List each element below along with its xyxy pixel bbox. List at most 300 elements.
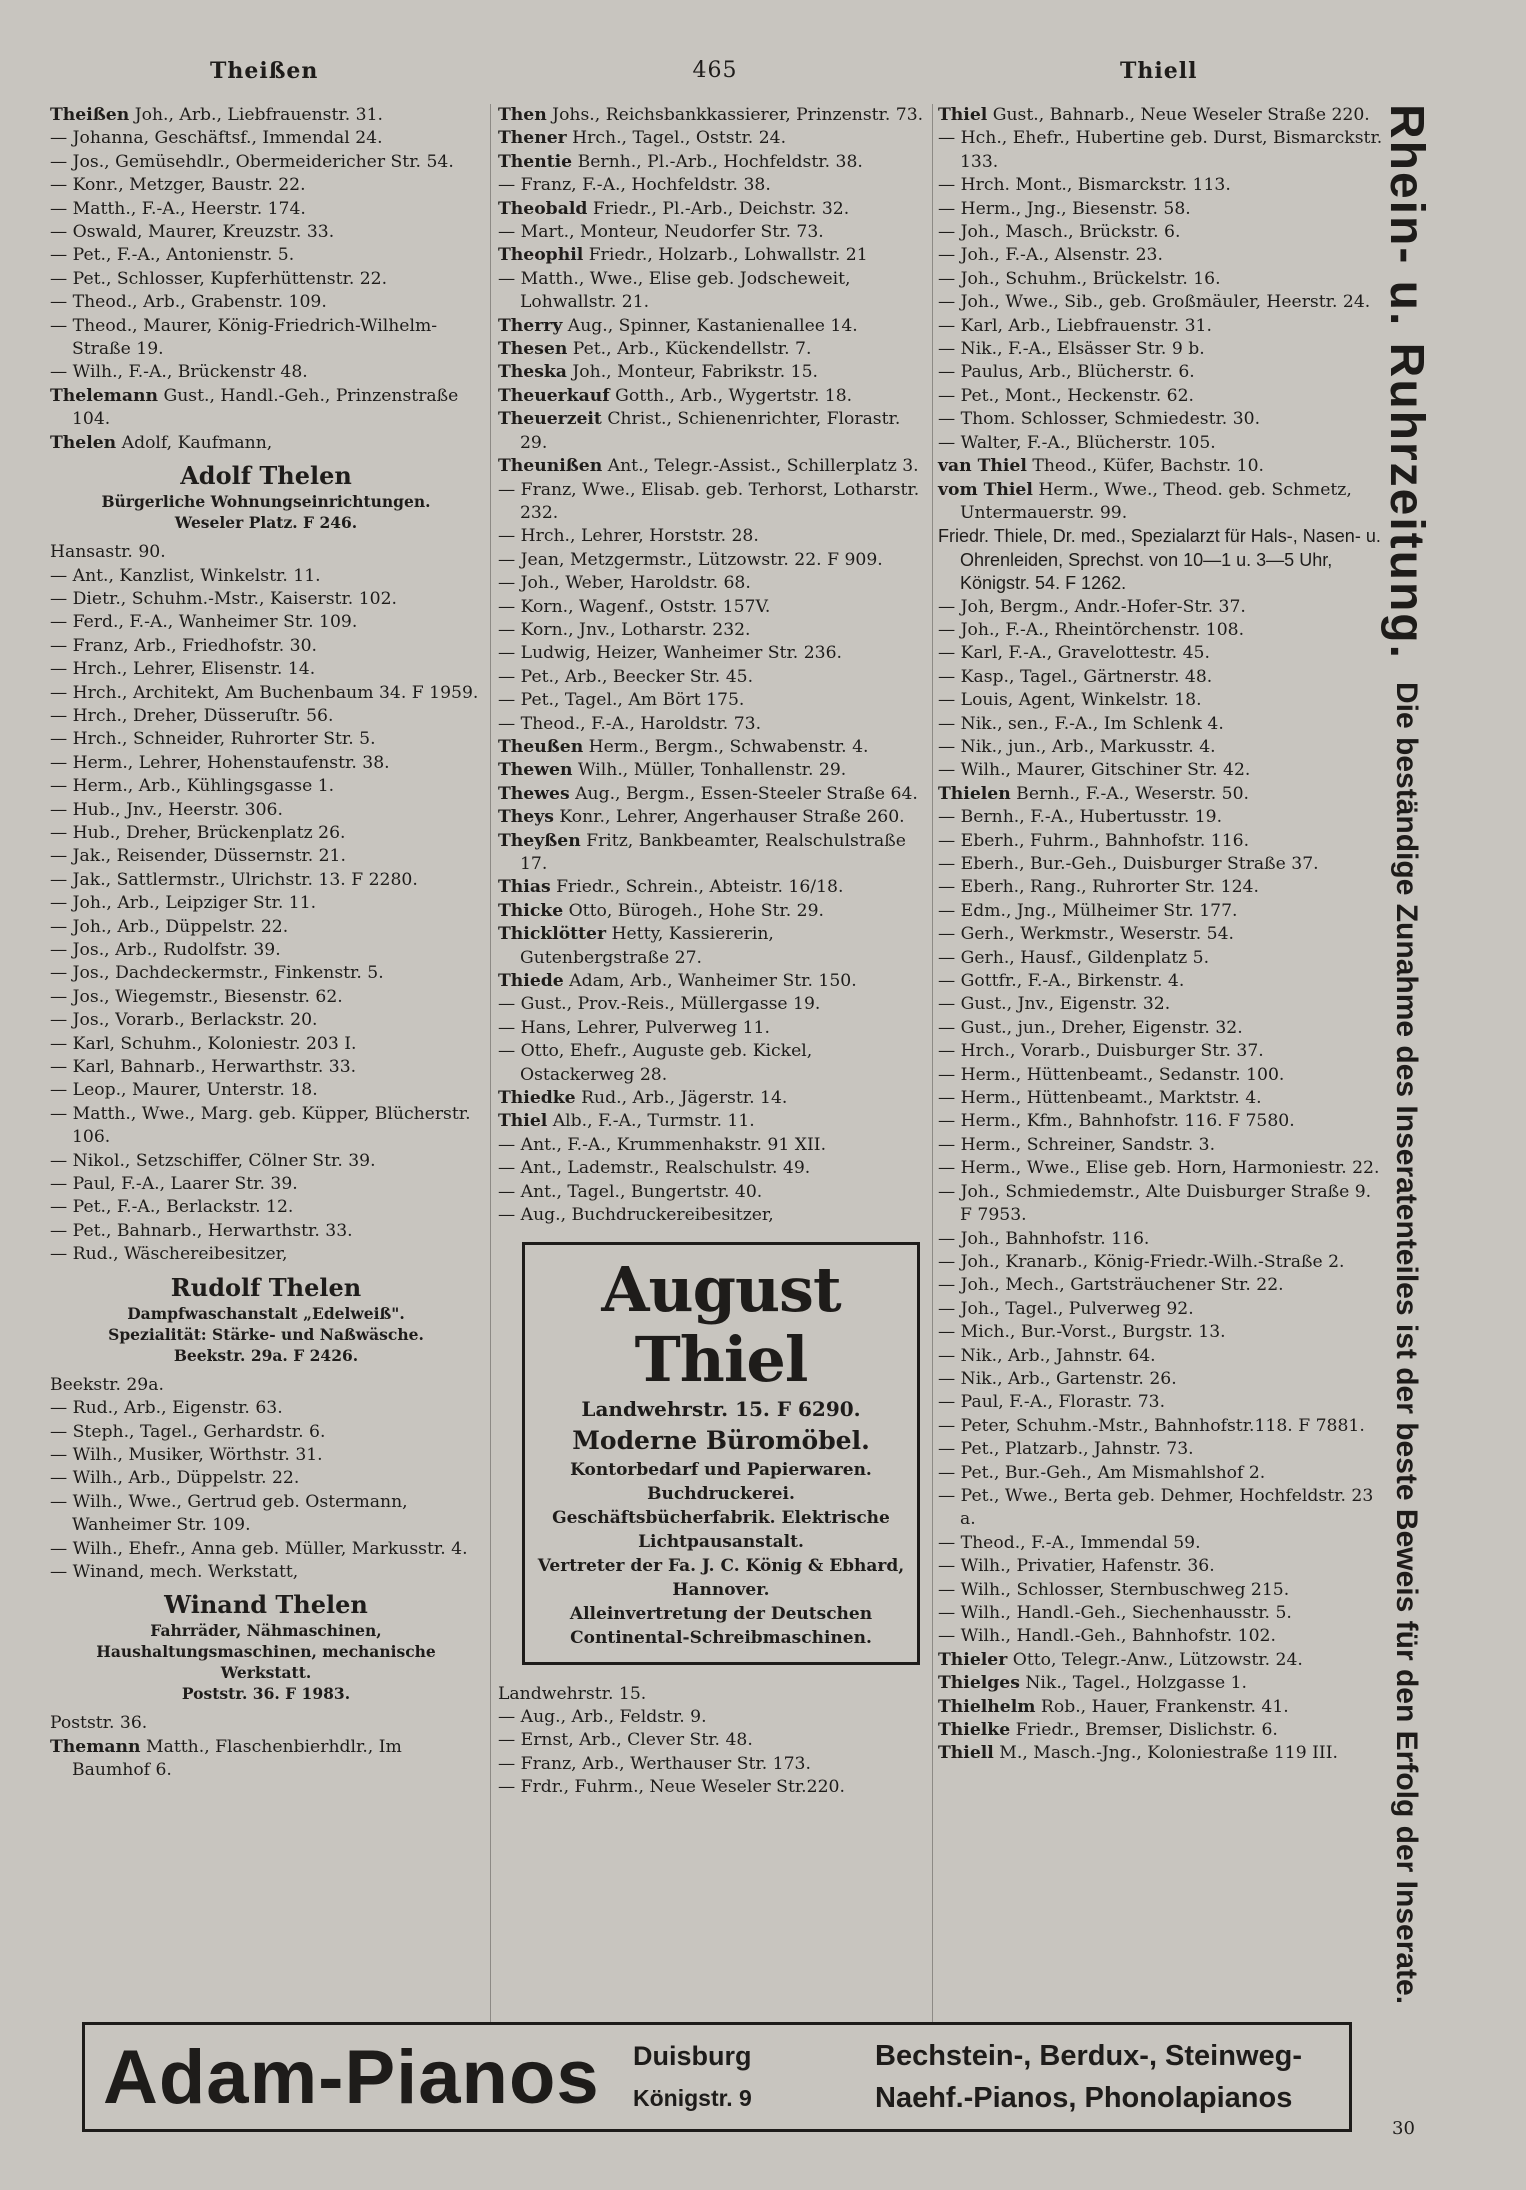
entry-details: — Franz, Arb., Werthauser Str. 173. — [498, 1753, 811, 1774]
directory-entry — [498, 1204, 928, 1227]
entry-details: — Karl, Arb., Liebfrauenstr. 31. — [938, 315, 1212, 336]
entry-details: — Joh., Tagel., Pulverweg 92. — [938, 1298, 1194, 1319]
entry-details: — Wilh., Musiker, Wörthstr. 31. — [50, 1444, 323, 1465]
directory-entry — [498, 1683, 928, 1706]
directory-entry — [498, 338, 928, 361]
directory-entry — [50, 291, 482, 314]
entry-details: — Hch., Ehefr., Hubertine geb. Durst, Bismarckstr. 133. — [938, 128, 1383, 172]
entry-details: — Rud., Wäschereibesitzer, — [50, 1244, 288, 1265]
directory-entry — [938, 1274, 1386, 1297]
directory-entry — [498, 127, 928, 150]
entry-details: — Eberh., Fuhrm., Bahnhofstr. 116. — [938, 830, 1250, 851]
entry-details: — Joh., Wwe., Sib., geb. Großmäuler, Heerstr. 24. — [938, 292, 1371, 313]
entry-details: — Ant., F.-A., Krummenhakstr. 91 XII. — [498, 1134, 827, 1155]
entry-details: Fritz, Bankbeamter, Realschulstraße 17. — [520, 830, 906, 874]
entry-details: — Matth., Wwe., Marg. geb. Küpper, Blücherstr. 106. — [50, 1103, 471, 1148]
directory-entry — [498, 713, 928, 736]
directory-entry — [498, 549, 928, 572]
ad-line: Naehf.-Pianos, Phonolapianos — [875, 2082, 1293, 2114]
entry-surname: Thielhelm — [938, 1696, 1036, 1717]
directory-entry — [938, 1064, 1386, 1087]
directory-entry — [498, 642, 928, 665]
directory-entry — [50, 315, 482, 362]
entry-details: — Ferd., F.-A., Wanheimer Str. 109. — [50, 612, 358, 633]
ad-line: Poststr. 36. F 1983. — [181, 1684, 351, 1704]
entry-details: — Karl, Bahnarb., Herwarthstr. 33. — [50, 1057, 357, 1078]
ad-line: Buchdruckerei. — [647, 1483, 795, 1504]
entry-details: — Franz, Wwe., Elisab. geb. Terhorst, Lotharstr. 232. — [498, 479, 920, 523]
entry-details: — Joh., Bahnhofstr. 116. — [938, 1228, 1150, 1249]
entry-details: Gust., Bahnarb., Neue Weseler Straße 220. — [987, 105, 1370, 125]
sheet-number: 30 — [1392, 2118, 1415, 2139]
entry-details: — Gottfr., F.-A., Birkenstr. 4. — [938, 971, 1185, 992]
entry-surname: Thielen — [938, 783, 1011, 804]
entry-details: Matth., Flaschenbierhdlr., Im Baumhof 6. — [72, 1736, 402, 1781]
running-head-right: Thiell — [1120, 58, 1198, 84]
entry-details: — Nik., Arb., Gartenstr. 26. — [938, 1368, 1177, 1389]
entry-surname: Therry — [498, 315, 563, 336]
directory-entry — [50, 198, 482, 221]
entry-surname: Thewen — [498, 760, 573, 781]
directory-entry — [50, 986, 482, 1009]
entry-details: — Gust., Prov.-Reis., Müllergasse 19. — [498, 994, 821, 1015]
directory-entry — [498, 151, 928, 174]
entry-details: — Joh., Arb., Düppelstr. 22. — [50, 916, 289, 937]
entry-surname: Theobald — [498, 198, 588, 219]
directory-entry — [498, 198, 928, 221]
entry-surname: Theißen — [50, 105, 130, 125]
entry-details: — Mich., Bur.-Vorst., Burgstr. 13. — [938, 1322, 1226, 1343]
entry-details: — Dietr., Schuhm.-Mstr., Kaiserstr. 102. — [50, 588, 397, 609]
entry-details: — Ant., Lademstr., Realschulstr. 49. — [498, 1158, 811, 1179]
ad-august-thiel — [522, 1242, 920, 1665]
ad-headline: Moderne Büromöbel. — [572, 1425, 870, 1455]
column-2 — [498, 104, 928, 1800]
entry-surname: Theys — [498, 807, 554, 828]
directory-entry — [938, 1181, 1386, 1228]
ad-line: Kontorbedarf und Papierwaren. — [570, 1459, 872, 1480]
entry-details: — Wilh., F.-A., Brückenstr 48. — [50, 362, 308, 383]
directory-entry — [498, 221, 928, 244]
directory-entry — [498, 408, 928, 455]
directory-entry — [498, 244, 928, 267]
entry-surname: Thiede — [498, 971, 564, 992]
directory-entry — [50, 1491, 482, 1538]
entry-surname: Thentie — [498, 151, 573, 172]
directory-entry — [50, 682, 482, 705]
directory-entry — [938, 1696, 1386, 1719]
entry-details: — Hrch., Vorarb., Duisburger Str. 37. — [938, 1041, 1264, 1062]
running-head-left: Theißen — [210, 58, 319, 84]
entry-surname: Thiell — [938, 1743, 994, 1764]
entry-details: — Ludwig, Heizer, Wanheimer Str. 236. — [498, 643, 842, 664]
entry-details: — Joh., Arb., Leipziger Str. 11. — [50, 893, 317, 914]
entry-details: — Gerh., Werkmstr., Weserstr. 54. — [938, 924, 1234, 945]
entry-surname: Theska — [498, 362, 567, 383]
entry-details: — Joh., Mech., Gartsträuchener Str. 22. — [938, 1275, 1284, 1296]
directory-entry — [938, 198, 1386, 221]
directory-entry — [938, 1134, 1386, 1157]
directory-entry — [938, 900, 1386, 923]
entry-details: — Pet., Bur.-Geh., Am Mismahlshof 2. — [938, 1462, 1266, 1483]
directory-entry — [50, 939, 482, 962]
directory-entry — [50, 541, 482, 564]
entry-details: Christ., Schienenrichter, Florastr. 29. — [520, 409, 901, 453]
entry-details: — Paul, F.-A., Laarer Str. 39. — [50, 1174, 298, 1195]
ad-rudolf-thelen — [50, 1273, 482, 1366]
entry-details: Friedr., Bremser, Dislichstr. 6. — [1010, 1720, 1278, 1741]
directory-entry — [50, 127, 482, 150]
entry-details: — Hrch. Mont., Bismarckstr. 113. — [938, 175, 1231, 196]
entry-details: — Pet., Mont., Heckenstr. 62. — [938, 385, 1194, 406]
directory-entry — [498, 783, 928, 806]
entry-details: Poststr. 36. — [50, 1713, 148, 1734]
directory-entry — [498, 572, 928, 595]
directory-entry — [498, 970, 928, 993]
directory-entry — [498, 900, 928, 923]
entry-surname: Thieler — [938, 1649, 1008, 1670]
directory-entry — [50, 151, 482, 174]
directory-entry — [938, 1298, 1386, 1321]
entry-details: — Walter, F.-A., Blücherstr. 105. — [938, 432, 1216, 453]
entry-details: Friedr., Holzarb., Lohwallstr. 21 — [583, 245, 868, 266]
entry-friedr-thiele: Friedr. Thiele, Dr. med., Spezialarzt für Hals-, Nasen- u. Ohrenleiden, Sprechst. von 10—1 u. 3—5 Uhr, Königstr. 54. F 1262. — [938, 526, 1381, 594]
directory-entry — [50, 1538, 482, 1561]
entry-details: — Matth., Wwe., Elise geb. Jodscheweit, Lohwallstr. 21. — [498, 268, 851, 313]
directory-entry — [938, 174, 1386, 197]
directory-entry — [498, 1181, 928, 1204]
entry-details: — Herm., Arb., Kühlingsgasse 1. — [50, 776, 335, 797]
directory-entry — [50, 432, 482, 455]
entry-details: — Konr., Metzger, Baustr. 22. — [50, 175, 306, 196]
entry-surname: Thiel — [498, 1111, 548, 1132]
entry-details: — Theod., F.-A., Haroldstr. 73. — [498, 713, 762, 734]
entry-details: — Herm., Schreiner, Sandstr. 3. — [938, 1134, 1216, 1155]
directory-entry — [938, 1391, 1386, 1414]
directory-entry — [50, 104, 482, 127]
ad-line: Bechstein-, Berdux-, Steinweg- — [875, 2040, 1303, 2072]
entry-details: Johs., Reichsbankkassierer, Prinzenstr. 73. — [546, 105, 924, 125]
directory-entry — [938, 1719, 1386, 1742]
entry-details: — Wilh., Ehefr., Anna geb. Müller, Markusstr. 4. — [50, 1538, 468, 1559]
directory-entry — [498, 666, 928, 689]
page-number: 465 — [692, 58, 738, 83]
directory-entry — [50, 1173, 482, 1196]
directory-entry — [498, 1040, 928, 1087]
ad-title: Adolf Thelen — [180, 461, 352, 491]
directory-entry — [938, 1345, 1386, 1368]
directory-entry — [938, 1087, 1386, 1110]
directory-entry — [50, 268, 482, 291]
directory-entry — [50, 658, 482, 681]
directory-entry — [938, 1251, 1386, 1274]
entry-details: — Joh., Schuhm., Brückelstr. 16. — [938, 268, 1221, 289]
column-1 — [50, 104, 482, 1783]
ad-adolf-thelen — [50, 461, 482, 533]
ad-line: Spezialität: Stärke- und Naßwäsche. — [108, 1324, 424, 1344]
entry-details: — Mart., Monteur, Neudorfer Str. 73. — [498, 222, 824, 243]
directory-entry — [938, 1228, 1386, 1251]
entry-details: — Johanna, Geschäftsf., Immendal 24. — [50, 128, 383, 149]
directory-entry — [50, 1150, 482, 1173]
entry-details: — Matth., F.-A., Heerstr. 174. — [50, 198, 306, 219]
entry-surname: Theußen — [498, 736, 584, 757]
directory-entry — [938, 221, 1386, 244]
entry-surname: Themann — [50, 1736, 141, 1757]
entry-details: — Louis, Agent, Winkelstr. 18. — [938, 690, 1202, 711]
directory-entry — [498, 361, 928, 384]
column-rule — [932, 104, 933, 2024]
directory-entry — [498, 1110, 928, 1133]
entry-details: Theod., Küfer, Bachstr. 10. — [1026, 456, 1265, 477]
directory-entry — [50, 892, 482, 915]
directory-entry — [498, 759, 928, 782]
directory-entry — [938, 104, 1386, 127]
entry-surname: Theuerkauf — [498, 385, 610, 406]
directory-entry — [938, 1110, 1386, 1133]
entry-details: — Frdr., Fuhrm., Neue Weseler Str.220. — [498, 1777, 845, 1798]
entry-details: Herm., Bergm., Schwabenstr. 4. — [583, 736, 869, 757]
entry-details: — Theod., Arb., Grabenstr. 109. — [50, 292, 327, 313]
entry-details: — Pet., F.-A., Berlackstr. 12. — [50, 1197, 294, 1218]
directory-entry — [50, 728, 482, 751]
ad-title: August Thiel — [601, 1252, 841, 1396]
entry-details: — Jos., Gemüsehdlr., Obermeidericher Str. 54. — [50, 151, 454, 172]
directory-entry — [498, 876, 928, 899]
entry-details: — Ant., Tagel., Bungertstr. 40. — [498, 1181, 763, 1202]
directory-entry — [938, 479, 1386, 526]
entry-details: — Gust., jun., Dreher, Eigenstr. 32. — [938, 1017, 1243, 1038]
entry-details: — Kasp., Tagel., Gärtnerstr. 48. — [938, 666, 1213, 687]
entry-details: — Korn., Jnv., Lotharstr. 232. — [498, 619, 751, 640]
entry-details: — Pet., Tagel., Am Bört 175. — [498, 690, 745, 711]
entry-details: — Thom. Schlosser, Schmiedestr. 30. — [938, 409, 1261, 430]
entry-details: Adolf, Kaufmann, — [116, 432, 273, 453]
directory-entry — [50, 174, 482, 197]
entry-details: Otto, Bürogeh., Hohe Str. 29. — [563, 900, 824, 921]
directory-entry — [50, 1220, 482, 1243]
entry-surname: Thiedke — [498, 1088, 576, 1109]
directory-entry — [938, 1321, 1386, 1344]
directory-entry — [50, 799, 482, 822]
side-banner-text: Die beständige Zunahme des Inseratenteiles ist der beste Beweis für den Erfolg der Inserate. — [1390, 682, 1423, 2005]
entry-details: — Rud., Arb., Eigenstr. 63. — [50, 1398, 283, 1419]
directory-entry — [938, 1649, 1386, 1672]
directory-entry — [938, 713, 1386, 736]
side-banner — [1378, 104, 1434, 2034]
entry-details: — Jean, Metzgermstr., Lützowstr. 22. F 909. — [498, 549, 883, 570]
directory-entry — [50, 1712, 482, 1735]
entry-details: — Pet., F.-A., Antonienstr. 5. — [50, 245, 295, 266]
directory-entry — [50, 1033, 482, 1056]
entry-details: Ant., Telegr.-Assist., Schillerplatz 3. — [602, 456, 919, 477]
directory-entry — [938, 1040, 1386, 1063]
entry-details: — Joh., F.-A., Rheintörchenstr. 108. — [938, 619, 1245, 640]
entry-details: — Bernh., F.-A., Hubertusstr. 19. — [938, 807, 1223, 828]
entry-details: — Eberh., Bur.-Geh., Duisburger Straße 37. — [938, 854, 1319, 874]
directory-entry — [498, 1134, 928, 1157]
entry-details: — Hub., Jnv., Heerstr. 306. — [50, 799, 283, 820]
entry-surname: Thias — [498, 877, 551, 898]
entry-details: Rud., Arb., Jägerstr. 14. — [575, 1088, 788, 1109]
directory-entry — [938, 385, 1386, 408]
entry-details: Wilh., Müller, Tonhallenstr. 29. — [572, 760, 847, 781]
directory-entry — [938, 619, 1386, 642]
directory-entry — [938, 127, 1386, 174]
entry-details: Alb., F.-A., Turmstr. 11. — [547, 1111, 755, 1132]
entry-details: — Otto, Ehefr., Auguste geb. Kickel, Ostackerweg 28. — [498, 1041, 813, 1085]
directory-entry — [938, 1462, 1386, 1485]
entry-details: — Herm., Jng., Biesenstr. 58. — [938, 198, 1191, 219]
directory-entry — [498, 1753, 928, 1776]
entry-details: — Jos., Wiegemstr., Biesenstr. 62. — [50, 986, 343, 1007]
directory-entry — [498, 479, 928, 526]
entry-details: — Hrch., Lehrer, Elisenstr. 14. — [50, 659, 316, 680]
entry-surname: Thicklötter — [498, 924, 607, 945]
directory-entry — [498, 1729, 928, 1752]
entry-details: — Steph., Tagel., Gerhardstr. 6. — [50, 1421, 326, 1442]
directory-entry — [938, 1368, 1386, 1391]
entry-details: Bernh., F.-A., Weserstr. 50. — [1010, 783, 1250, 804]
directory-entry — [938, 947, 1386, 970]
entry-details: — Nik., sen., F.-A., Im Schlenk 4. — [938, 713, 1224, 734]
entry-surname: van Thiel — [938, 456, 1027, 477]
directory-entry — [938, 315, 1386, 338]
entry-details: — Korn., Wagenf., Oststr. 157V. — [498, 596, 771, 617]
directory-entry — [50, 385, 482, 432]
entry-details: — Hrch., Architekt, Am Buchenbaum 34. F 1959. — [50, 682, 479, 703]
entry-details: — Wilh., Wwe., Gertrud geb. Ostermann, Wanheimer Str. 109. — [50, 1491, 408, 1536]
entry-details: — Leop., Maurer, Unterstr. 18. — [50, 1080, 318, 1101]
directory-entry — [50, 1103, 482, 1150]
directory-entry — [938, 1602, 1386, 1625]
entry-details: — Aug., Arb., Feldstr. 9. — [498, 1706, 707, 1727]
directory-entry — [50, 752, 482, 775]
entry-surname: Thelen — [50, 432, 117, 453]
entry-details: — Pet., Arb., Beecker Str. 45. — [498, 666, 754, 687]
entry-details: Friedr., Pl.-Arb., Deichstr. 32. — [587, 198, 850, 219]
entry-details: M., Masch.-Jng., Koloniestraße 119 III. — [993, 1743, 1338, 1764]
entry-details: Beekstr. 29a. — [50, 1374, 164, 1395]
entry-details: Adam, Arb., Wanheimer Str. 150. — [563, 971, 857, 992]
directory-entry — [938, 1485, 1386, 1532]
directory-entry — [50, 588, 482, 611]
directory-entry — [50, 611, 482, 634]
entry-details: — Pet., Bahnarb., Herwarthstr. 33. — [50, 1220, 353, 1241]
entry-details: — Oswald, Maurer, Kreuzstr. 33. — [50, 222, 335, 243]
entry-details: — Herm., Kfm., Bahnhofstr. 116. F 7580. — [938, 1111, 1295, 1132]
entry-details: — Jak., Reisender, Düssernstr. 21. — [50, 846, 346, 867]
entry-details: — Wilh., Handl.-Geh., Siechenhausstr. 5. — [938, 1603, 1292, 1623]
ad-line: Geschäftsbücherfabrik. Elektrische Lichtpausanstalt. — [552, 1507, 890, 1552]
entry-details: — Joh., Schmiedemstr., Alte Duisburger Straße 9. F 7953. — [938, 1181, 1372, 1226]
directory-entry — [498, 830, 928, 877]
entry-details: Landwehrstr. 15. — [498, 1683, 647, 1704]
directory-entry — [498, 525, 928, 548]
directory-entry — [938, 993, 1386, 1016]
directory-entry — [938, 1532, 1386, 1555]
entry-details: Pet., Arb., Kückendellstr. 7. — [567, 339, 812, 360]
entry-details: Joh., Monteur, Fabrikstr. 15. — [566, 362, 818, 383]
entry-details: — Herm., Wwe., Elise geb. Horn, Harmoniestr. 22. — [938, 1158, 1380, 1179]
entry-details: Nik., Tagel., Holzgasse 1. — [1019, 1673, 1247, 1694]
side-banner-title: Rhein- u. Ruhrzeitung. — [1380, 104, 1433, 660]
directory-entry — [498, 596, 928, 619]
entry-details: — Wilh., Maurer, Gitschiner Str. 42. — [938, 760, 1251, 781]
entry-details: — Jos., Vorarb., Berlackstr. 20. — [50, 1010, 318, 1031]
directory-entry — [498, 1017, 928, 1040]
entry-details: — Herm., Hüttenbeamt., Marktstr. 4. — [938, 1088, 1262, 1109]
directory-entry — [50, 1736, 482, 1783]
entry-details: — Nik., Arb., Jahnstr. 64. — [938, 1345, 1156, 1366]
directory-entry — [50, 221, 482, 244]
directory-entry — [50, 1196, 482, 1219]
entry-details: Rob., Hauer, Frankenstr. 41. — [1035, 1696, 1289, 1717]
entry-details: Herm., Wwe., Theod. geb. Schmetz, Untermauerstr. 99. — [960, 479, 1352, 523]
directory-entry — [938, 783, 1386, 806]
directory-entry — [498, 385, 928, 408]
directory-entry — [50, 775, 482, 798]
ad-street: Königstr. 9 — [633, 2085, 752, 2111]
directory-entry — [498, 1706, 928, 1729]
entry-details: — Franz, F.-A., Hochfeldstr. 38. — [498, 175, 771, 196]
entry-details: — Hrch., Schneider, Ruhrorter Str. 5. — [50, 729, 376, 750]
entry-details: — Theod., Maurer, König-Friedrich-Wilhelm-Straße 19. — [50, 315, 438, 360]
entry-details: — Joh., Weber, Haroldstr. 68. — [498, 573, 751, 594]
ad-line: Dampfwaschanstalt „Edelweiß". — [127, 1303, 405, 1323]
directory-entry — [938, 1579, 1386, 1602]
entry-details: Otto, Telegr.-Anw., Lützowstr. 24. — [1007, 1649, 1303, 1670]
entry-surname: Thielges — [938, 1673, 1020, 1694]
ad-address: Landwehrstr. 15. F 6290. — [581, 1396, 861, 1421]
entry-details: — Theod., F.-A., Immendal 59. — [938, 1532, 1201, 1553]
entry-surname: Thicke — [498, 900, 564, 921]
directory-entry — [938, 642, 1386, 665]
directory-entry — [498, 455, 928, 478]
entry-details: Gust., Handl.-Geh., Prinzenstraße 104. — [72, 385, 459, 430]
directory-entry — [498, 1087, 928, 1110]
entry-details: — Nikol., Setzschiffer, Cölner Str. 39. — [50, 1150, 376, 1171]
directory-entry — [50, 244, 482, 267]
directory-entry — [938, 1742, 1386, 1765]
directory-entry — [50, 635, 482, 658]
directory-entry — [50, 916, 482, 939]
entry-details: Hetty, Kassiererin, Gutenbergstraße 27. — [520, 924, 774, 968]
directory-entry — [50, 1243, 482, 1266]
entry-surname: vom Thiel — [938, 479, 1033, 500]
entry-details: — Ant., Kanzlist, Winkelstr. 11. — [50, 565, 321, 586]
entry-details: — Peter, Schuhm.-Mstr., Bahnhofstr.118. F 7881. — [938, 1415, 1365, 1436]
entry-details: — Aug., Buchdruckereibesitzer, — [498, 1205, 774, 1226]
directory-entry — [50, 869, 482, 892]
entry-details: — Wilh., Handl.-Geh., Bahnhofstr. 102. — [938, 1626, 1276, 1647]
directory-entry — [498, 268, 928, 315]
entry-details: — Paul, F.-A., Florastr. 73. — [938, 1392, 1166, 1413]
directory-entry — [50, 1421, 482, 1444]
ad-city: Duisburg — [633, 2041, 752, 2071]
directory-entry — [50, 1561, 482, 1584]
entry-details: — Pet., Wwe., Berta geb. Dehmer, Hochfeldstr. 23 a. — [938, 1485, 1374, 1530]
entry-details: — Winand, mech. Werkstatt, — [50, 1561, 299, 1582]
directory-entry — [938, 736, 1386, 759]
entry-details: — Karl, F.-A., Gravelottestr. 45. — [938, 643, 1210, 664]
entry-surname: Then — [498, 105, 547, 125]
directory-entry — [50, 1374, 482, 1397]
entry-details: — Nik., F.-A., Elsässer Str. 9 b. — [938, 339, 1205, 360]
directory-entry — [938, 1555, 1386, 1578]
entry-details: — Joh., Kranarb., König-Friedr.-Wilh.-Straße 2. — [938, 1251, 1345, 1272]
directory-entry — [498, 174, 928, 197]
